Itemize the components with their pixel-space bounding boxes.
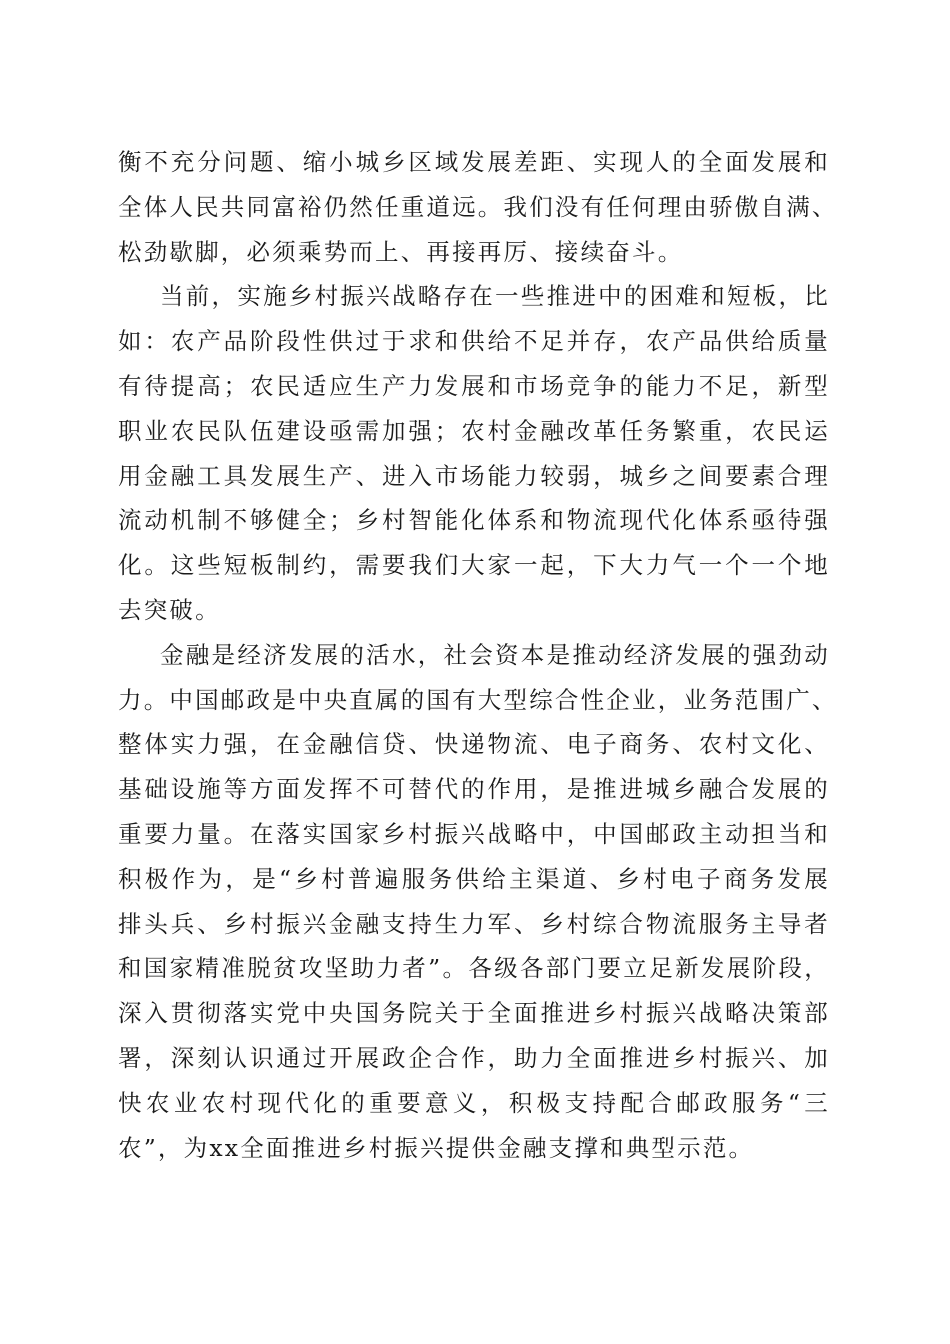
paragraph-1 (118, 140, 838, 274)
paragraph-line: 署，深刻认识通过开展政企合作，助力全面推进乡村振兴、加 (118, 1043, 830, 1072)
paragraph-line: 快农业农村现代化的重要意义，积极支持配合邮政服务“三 (118, 1088, 830, 1117)
paragraph-line: 积极作为，是“乡村普遍服务供给主渠道、乡村电子商务发展 (118, 864, 830, 893)
paragraph-line: 用金融工具发展生产、进入市场能力较弱，城乡之间要素合理 (118, 461, 830, 490)
paragraph-line: 金融是经济发展的活水，社会资本是推动经济发展的强劲动 (160, 640, 830, 669)
paragraph-line: 当前，实施乡村振兴战略存在一些推进中的困难和短板，比 (160, 282, 830, 311)
paragraph-line: 去突破。 (118, 595, 221, 624)
paragraph-line: 衡不充分问题、缩小城乡区域发展差距、实现人的全面发展和 (118, 148, 830, 176)
paragraph-3 (118, 633, 838, 1171)
paragraph-line: 化。这些短板制约，需要我们大家一起，下大力气一个一个地 (118, 551, 830, 580)
paragraph-line: 流动机制不够健全；乡村智能化体系和物流现代化体系亟待强 (118, 506, 830, 535)
paragraph-line: 和国家精准脱贫攻坚助力者”。各级各部门要立足新发展阶段， (118, 954, 830, 983)
paragraph-line: 职业农民队伍建设亟需加强；农村金融改革任务繁重，农民运 (118, 416, 830, 445)
paragraph-line: 全体人民共同富裕仍然任重道远。我们没有任何理由骄傲自满、 (118, 192, 838, 221)
paragraph-line: 农”，为xx全面推进乡村振兴提供金融支撑和典型示范。 (118, 1133, 755, 1162)
paragraph-line: 基础设施等方面发挥不可替代的作用，是推进城乡融合发展的 (118, 775, 830, 804)
document-body (118, 140, 838, 1170)
paragraph-line: 有待提高；农民适应生产力发展和市场竞争的能力不足，新型 (118, 371, 830, 400)
paragraph-2 (118, 274, 830, 632)
paragraph-line: 如：农产品阶段性供过于求和供给不足并存，农产品供给质量 (118, 327, 830, 356)
paragraph-line: 深入贯彻落实党中央国务院关于全面推进乡村振兴战略决策部 (118, 999, 830, 1028)
paragraph-line: 松劲歇脚，必须乘势而上、再接再厉、接续奋斗。 (118, 237, 684, 266)
paragraph-line: 排头兵、乡村振兴金融支持生力军、乡村综合物流服务主导者 (118, 909, 830, 938)
paragraph-line: 力。中国邮政是中央直属的国有大型综合性企业，业务范围广、 (118, 685, 838, 714)
paragraph-line: 重要力量。在落实国家乡村振兴战略中，中国邮政主动担当和 (118, 819, 830, 848)
paragraph-line: 整体实力强，在金融信贷、快递物流、电子商务、农村文化、 (118, 730, 830, 759)
